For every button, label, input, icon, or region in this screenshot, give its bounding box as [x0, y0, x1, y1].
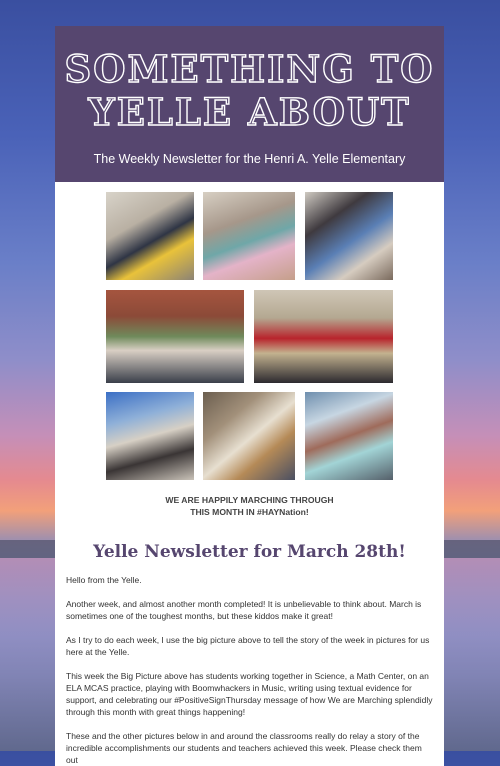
newsletter-subtitle: The Weekly Newsletter for the Henri A. Yelle Elementary: [93, 152, 406, 166]
marching-line-2: THIS MONTH IN #HAYNation!: [190, 507, 309, 517]
newsletter-title: [55, 48, 444, 134]
paragraph-activities: This week the Big Picture above has students working together in Science, a Math Center, on an ELA MCAS practice, playing with Boomwhackers in Music, writing using textual evidence for support, and celebrating our #PositiveSignThursday message of how We are Marching splendidly through this month with great things happening!: [66, 671, 433, 717]
photo-marching-group[interactable]: [106, 290, 244, 383]
photo-ela-practice[interactable]: [203, 392, 295, 480]
photo-sign-thursday-group[interactable]: [305, 192, 393, 280]
marching-caption: [55, 494, 444, 518]
marching-line-1: WE ARE HAPPILY MARCHING THROUGH: [165, 495, 334, 505]
photo-textual-evidence[interactable]: [305, 392, 393, 480]
newsletter-heading: Yelle Newsletter for March 28th!: [93, 542, 406, 562]
newsletter-body: [55, 574, 444, 766]
paragraph-greeting: Hello from the Yelle.: [66, 575, 142, 585]
title-line-2: YELLE ABOUT: [88, 90, 411, 134]
photo-reading-trio[interactable]: [254, 290, 393, 383]
newsletter-card: [55, 26, 444, 766]
paragraph-week: Another week, and almost another month completed! It is unbelievable to think about. March is sometimes one of the toughest months, but these kiddos make it great!: [66, 599, 422, 621]
photo-science-student[interactable]: [106, 192, 194, 280]
title-line-1: SOMETHING TO: [64, 47, 435, 91]
paragraph-big-picture: As I try to do each week, I use the big picture above to tell the story of the week in pictures for us here at the Yelle.: [66, 635, 430, 657]
big-picture-collage: [55, 182, 444, 478]
paragraph-more-pictures: These and the other pictures below in and around the classrooms really do relay a story of the incredible accomplishments our students and teachers achieved this week. Please check them out: [66, 731, 422, 765]
photo-boomwhackers[interactable]: [106, 392, 194, 480]
photo-math-center[interactable]: [203, 192, 295, 280]
newsletter-header: [55, 26, 444, 182]
